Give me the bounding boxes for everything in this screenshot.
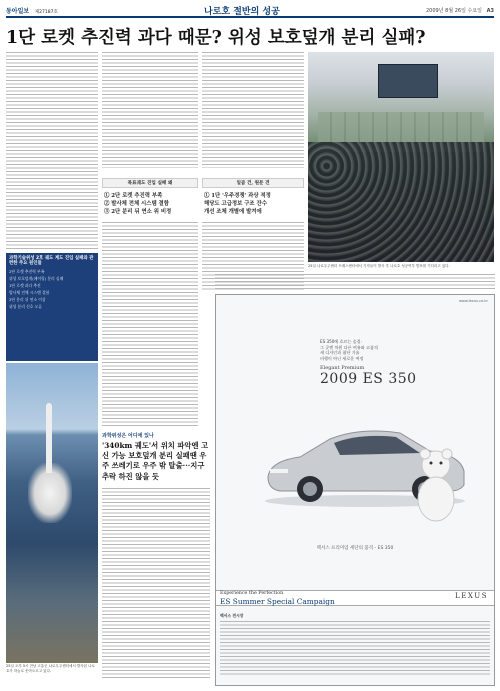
article-column [102,222,198,426]
ad-url: www.lexus.co.kr [458,299,488,303]
dealer-list [220,621,490,677]
newspaper-logo [6,6,58,15]
lexus-logo: LEXUS [455,592,488,600]
article-column [102,52,198,168]
issue-number: 제27187호 [34,9,58,15]
sub-story-headline: '340km 궤도'서 위치 파악엔 고신 가능 보호덮개 분리 실패땐 우주 쓰레기로 우주 밖 탈출···지구 추락 하진 않을 듯 [102,441,209,481]
ad-campaign-title: ES Summer Special Campaign [220,597,335,606]
article-column [102,488,210,678]
sidebar-item: 발사체 전체 시스템 결함 [9,290,50,295]
cause-item: ③ 2단 분리 뒤 연소 위 비정 [104,209,172,215]
cause-sidebar [6,253,98,361]
subhead-cause: 목표궤도 진입 실패 왜 [102,178,198,188]
article-column [6,52,98,250]
other-item: ① 1단 '우주경쟁' 과상 적정 [204,193,271,199]
rocket-launch-photo [6,363,98,663]
lexus-advertisement[interactable] [215,294,495,686]
sidebar-item: 위성 분리 신호 오류 [9,304,42,309]
ad-copy-line: 그 곳엔 차원 다른 여유와 고품격 [320,344,378,350]
masthead [6,4,494,18]
main-headline: 1단 로켓 추진력 과다 때문? 위성 보호덮개 분리 실패? [6,28,426,48]
main-photo-caption: 25일 나로우주센터 프레스센터에서 기자들이 발사 후 나로호 성공여부 발표를 기다리고 있다. [308,264,450,268]
model-name: 2009 ES 350 [320,371,417,387]
sidebar-item: 1단 로켓 과다 추진 [9,283,41,288]
ad-copy-line: 비행이 아닌 새로운 여정 [320,355,364,361]
other-list [204,192,304,216]
other-item: 개선 조체 개별에 발겨에 [204,209,262,215]
page-number: A3 [486,7,494,14]
article-column [202,52,304,168]
ad-copy-line: ES 350에 흐르는 숨결· [320,339,362,344]
issue-date: 2009년 8월 26일 수요일 [426,7,483,14]
model-subtitle: Elegant Premium [320,365,365,371]
subhead-other: 일곱 건, 원문 견 [202,178,304,188]
cause-list [104,192,200,216]
other-item: 해당도 고급정보 구조 잔수 [204,201,267,207]
dealer-label: 렉서스 전시장 [220,613,244,618]
rocket-shape [46,403,52,473]
sub-story-label: 과학위성은 어디에 있나 [102,433,154,439]
press-center-photo [308,52,494,262]
page-meta [426,7,494,14]
reporters-crowd [308,142,494,262]
sidebar-item: 2단 분리 뒤 연소 이상 [9,297,46,302]
article-column [215,274,495,290]
logo-text: 동아일보 [6,7,30,15]
sidebar-title: 과학기술위성 2호 궤도 계도 진입 실패와 관련한 주요 원인들 [9,256,94,266]
cause-item: ① 2단 로켓 추진력 부족 [104,193,163,199]
cause-item: ② 발사체 전체 시스템 결함 [104,201,169,207]
ad-fine-print [220,613,490,683]
ad-campaign-band [216,590,494,606]
sidebar-item: 위성 보호덮개(페어링) 분리 실패 [9,276,64,281]
ad-tagline: 렉서스 프리미엄 세단의 품격 - ES 350 [316,546,394,551]
sidebar-item: 2단 로켓 추진력 부족 [9,269,45,274]
ad-experience-text: Experience the Perfection [220,591,284,596]
rocket-photo-caption: 25일 오후 5시 전남 고흥군 나로우주센터에서 발사된 나로호가 하늘로 솟아오르고 있다. [6,664,95,673]
ad-copy [320,339,378,361]
teddy-bear-illustration [406,445,466,525]
monitor-screen [378,64,438,98]
ad-copy-line: 새 디자인과 첨단 기술 [320,350,360,355]
section-title: 나로호 절반의 성공 [203,6,280,17]
